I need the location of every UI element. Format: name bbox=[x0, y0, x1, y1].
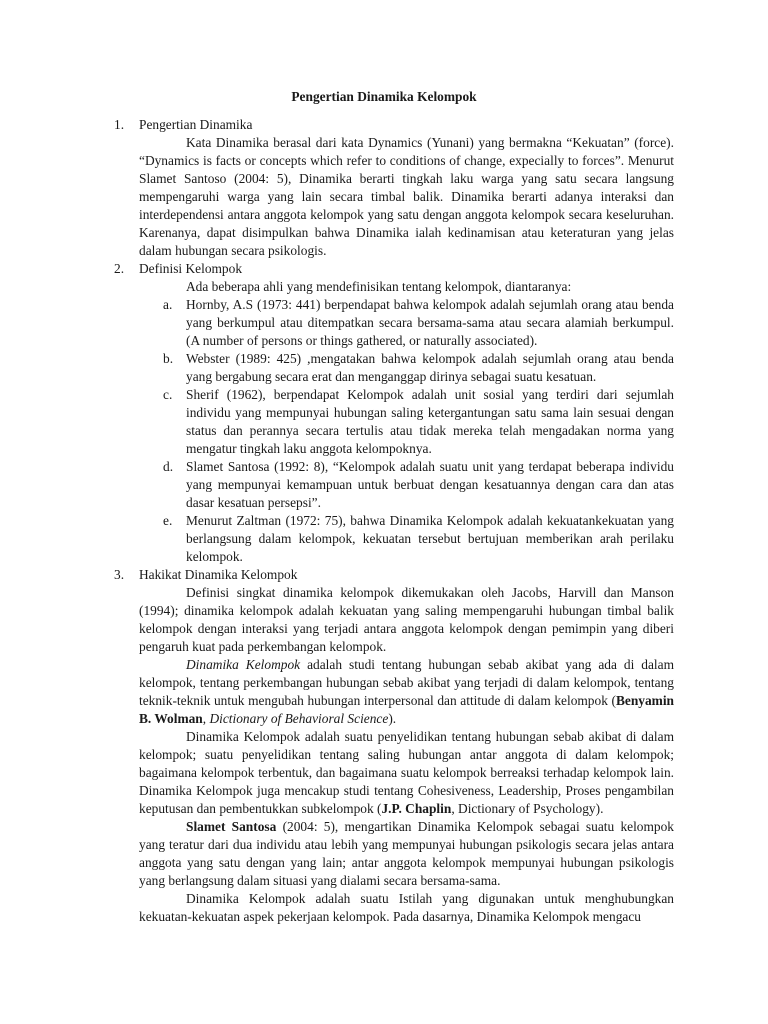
section-heading: Hakikat Dinamika Kelompok bbox=[139, 567, 298, 582]
section-heading: Definisi Kelompok bbox=[139, 261, 243, 276]
paragraph-text: Dinamika Kelompok adalah suatu penyelidikan tentang hubungan sebab akibat di dalam kelompok; suatu penyelidikan tentang saling hubungan antar anggota di dalam kelompok; bagaimana kelompok terbentuk, dan bagaimana suatu kelompok berreaksi terhadap kelompok lain. Dinamika Kelompok juga mencakup studi tentang Cohesiveness, Leadership, Proses pengambilan keputusan dan pembentukkan subkelompok ( bbox=[139, 729, 674, 816]
list-item bbox=[163, 512, 674, 566]
citation-separator: , bbox=[202, 711, 210, 726]
paragraph: Definisi singkat dinamika kelompok dikemukakan oleh Jacobs, Harvill dan Manson (1994); dinamika kelompok adalah kekuatan yang saling mempengaruhi hubungan timbal balik kelompok dengan interaksi yang terjadi antara anggota kelompok dengan pemimpin yang diberi pengaruh kuat pada perkembangan kelompok. bbox=[139, 585, 674, 654]
paragraph bbox=[139, 728, 674, 818]
paragraph: Dinamika Kelompok adalah suatu Istilah yang digunakan untuk menghubungkan kekuatan-kekuatan aspek pekerjaan kelompok. Pada dasarnya, Dinamika Kelompok mengacu bbox=[139, 891, 674, 924]
citation-end: ). bbox=[388, 711, 397, 726]
section-number: 2. bbox=[114, 261, 125, 276]
list-text: Webster (1989: 425) ,mengatakan bahwa kelompok adalah sejumlah orang atau benda yang bergabung secara erat dan menganggap dirinya sebagai suatu kesatuan. bbox=[186, 351, 674, 384]
section-number: 3. bbox=[114, 567, 125, 582]
list-item bbox=[163, 296, 674, 350]
list-text: Sherif (1962), berpendapat Kelompok adalah unit sosial yang terdiri dari sejumlah individu yang mempunyai hubungan saling ketergantungan satu sama lain sesuai dengan status dan perannya secara tertulis atau tidak mereka telah mengadakan norma yang mengatur tingkah laku anggota kelompoknya. bbox=[186, 387, 674, 456]
paragraph: Kata Dinamika berasal dari kata Dynamics (Yunani) yang bermakna “Kekuatan” (force). “Dynamics is facts or concepts which refer to conditions of change, expecially to forces”. Menurut Slamet Santoso (2004: 5), Dinamika berarti tingkah laku warga yang satu secara langsung mempengaruhi warga yang lain secara timbal balik. Dinamika berarti adanya interaksi dan interdependensi antara anggota kelompok yang satu dengan anggota kelompok secara keseluruhan. Karenanya, dapat disimpulkan bahwa Dinamika ialah kedinamisan atau keteraturan yang jelas dalam hubungan secara psikologis. bbox=[139, 135, 674, 258]
list-item bbox=[163, 458, 674, 512]
document-body bbox=[114, 116, 674, 926]
list-letter: e. bbox=[163, 513, 173, 528]
citation-author: J.P. Chaplin bbox=[381, 801, 452, 816]
list-letter: b. bbox=[163, 351, 174, 366]
list-letter: a. bbox=[163, 297, 173, 312]
paragraph bbox=[139, 656, 674, 728]
list-item bbox=[163, 386, 674, 458]
citation-author: Slamet Santosa bbox=[186, 819, 277, 834]
section-1 bbox=[114, 116, 674, 260]
paragraph-text: adalah studi tentang hubungan sebab akibat yang ada di dalam kelompok, tentang perkembangan hubungan sebab akibat yang terjadi di dalam kelompok, tentang teknik-teknik untuk mengubah hubungan interpersonal dan attitude di dalam kelompok ( bbox=[139, 657, 675, 708]
list-letter: c. bbox=[163, 387, 173, 402]
page-title: Pengertian Dinamika Kelompok bbox=[291, 89, 477, 104]
section-2 bbox=[114, 260, 674, 566]
section-3 bbox=[114, 566, 674, 926]
list-text: Slamet Santosa (1992: 8), “Kelompok adalah suatu unit yang terdapat beberapa individu yang mempunyai kemampuan untuk berbuat dengan kesatuannya dengan cara dan atas dasar kesatuan persepsi”. bbox=[186, 459, 674, 510]
citation-author: Benyamin B. Wolman bbox=[139, 693, 674, 726]
paragraph bbox=[139, 818, 674, 890]
citation-source: Dictionary of Behavioral Science bbox=[209, 711, 389, 726]
paragraph-text: (2004: 5), mengartikan Dinamika Kelompok sebagai suatu kelompok yang teratur dari dua individu atau lebih yang mempunyai hubungan psikologis secara jelas antara anggota yang satu dengan yang lain; antar anggota kelompok mempunyai hubungan psikologis yang berlangsung dalam situasi yang dialami secara bersama-sama. bbox=[139, 819, 675, 888]
paragraph: Ada beberapa ahli yang mendefinisikan tentang kelompok, diantaranya: bbox=[186, 279, 572, 294]
list-letter: d. bbox=[163, 459, 174, 474]
emphasis-term: Dinamika Kelompok bbox=[186, 657, 301, 672]
list-item bbox=[163, 350, 674, 386]
list-text: Menurut Zaltman (1972: 75), bahwa Dinamika Kelompok adalah kekuatankekuatan yang berlangsung dalam kelompok, kekuatan tersebut bertujuan memberikan arah perilaku kelompok. bbox=[186, 513, 674, 564]
section-heading: Pengertian Dinamika bbox=[139, 117, 253, 132]
list-text: Hornby, A.S (1973: 441) berpendapat bahwa kelompok adalah sejumlah orang atau benda yang berkumpul atau ditempatkan secara bersama-sama atau secara alamiah berkumpul. (A number of persons or things gathered, or naturally associated). bbox=[186, 297, 674, 348]
citation-end: , Dictionary of Psychology). bbox=[451, 801, 604, 816]
section-number: 1. bbox=[114, 117, 125, 132]
